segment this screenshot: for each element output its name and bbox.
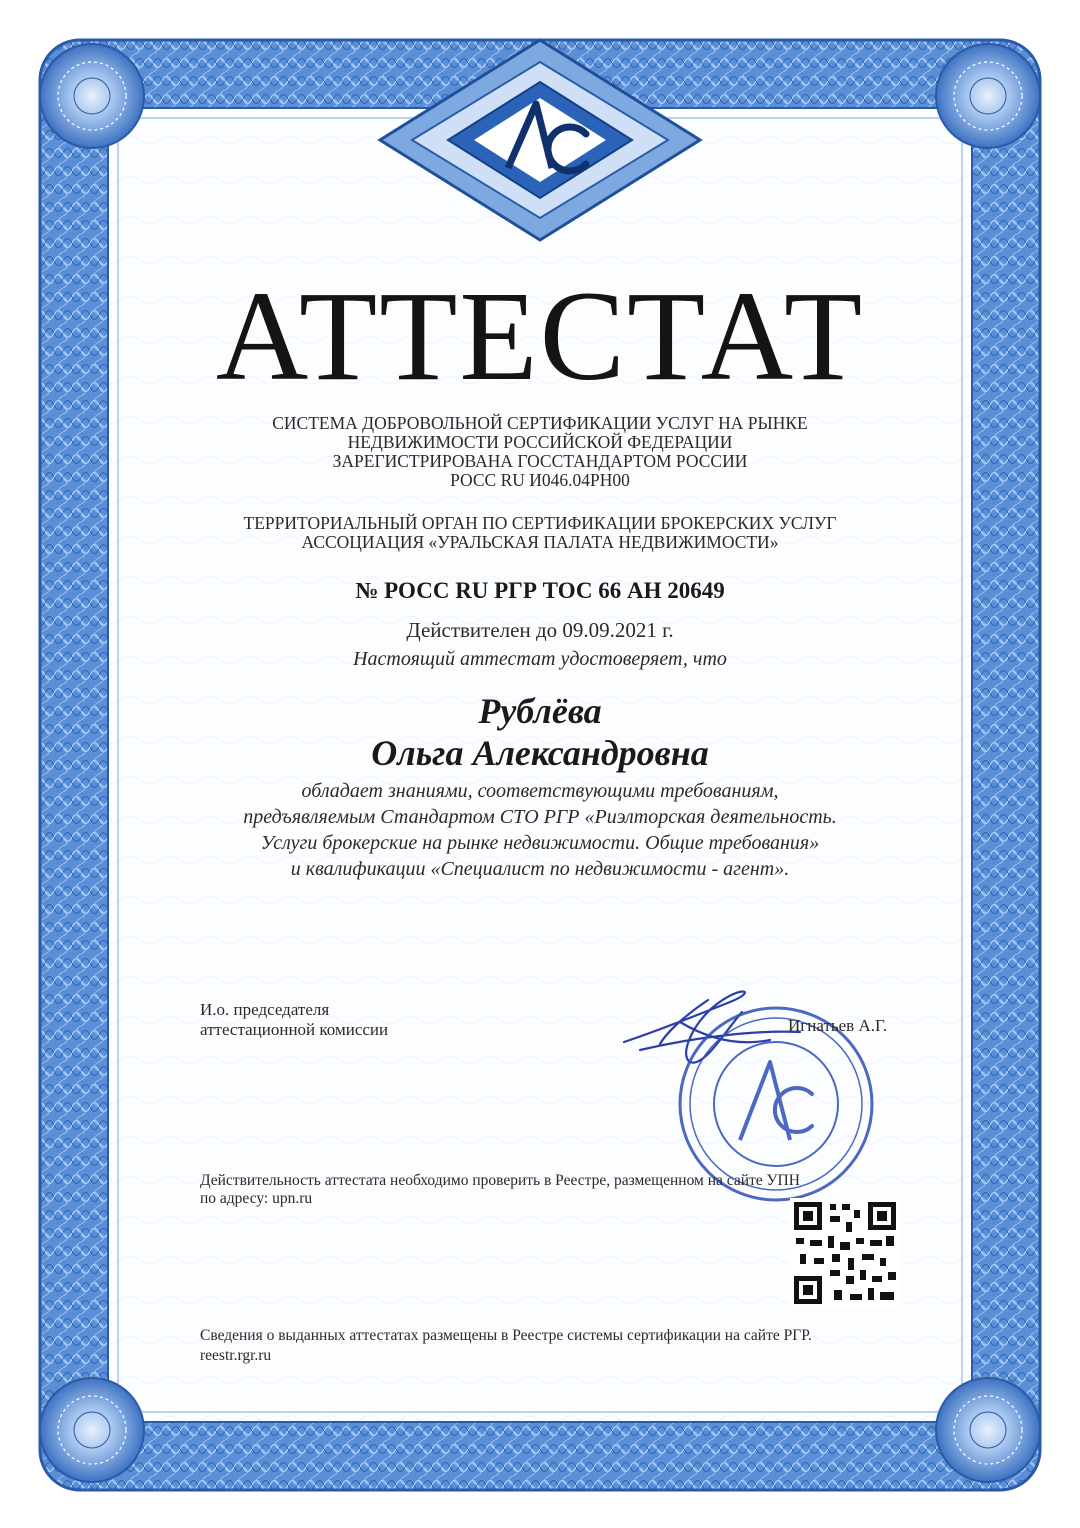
signer-role [200, 1000, 388, 1040]
body-line: ТЕРРИТОРИАЛЬНЫЙ ОРГАН ПО СЕРТИФИКАЦИИ БРОКЕРСКИХ УСЛУГ [243, 513, 837, 533]
qualification-line: предъявляемым Стандартом СТО РГР «Риэлторская деятельность. [243, 806, 837, 828]
document-title: АТТЕСТАТ [215, 265, 865, 407]
qualification-line: обладает знаниями, соответствующими требованиям, [301, 780, 779, 802]
qualification-line: Услуги брокерские на рынке недвижимости. Общие требования» [260, 832, 820, 854]
holder-given-names: Ольга Александровна [371, 733, 709, 773]
system-line: РОСС RU И046.04РН00 [450, 470, 630, 490]
registry-note [200, 1326, 940, 1366]
registry-line: Сведения о выданных аттестатах размещены в Реестре системы сертификации на сайте РГР. [200, 1327, 812, 1344]
body-line: АССОЦИАЦИЯ «УРАЛЬСКАЯ ПАЛАТА НЕДВИЖИМОСТИ» [301, 532, 779, 552]
holder-surname: Рублёва [478, 691, 602, 731]
qualification-line: и квалификации «Специалист по недвижимости - агент». [290, 858, 790, 880]
registry-line: reestr.rgr.ru [200, 1347, 272, 1364]
valid-until: Действителен до 09.09.2021 г. [406, 618, 674, 642]
certification-body-block [0, 514, 1080, 552]
certifies-text: Настоящий аттестат удостоверяет, что [353, 648, 727, 670]
system-line: НЕДВИЖИМОСТИ РОССИЙСКОЙ ФЕДЕРАЦИИ [347, 432, 733, 452]
system-line: СИСТЕМА ДОБРОВОЛЬНОЙ СЕРТИФИКАЦИИ УСЛУГ НА РЫНКЕ [272, 413, 808, 433]
certification-system-block [0, 414, 1080, 490]
signer-role-line: И.о. председателя [200, 1000, 330, 1019]
verification-note [200, 1172, 920, 1208]
verification-line: Действительность аттестата необходимо проверить в Реестре, размещенном на сайте УПН [200, 1172, 800, 1189]
signer-role-line: аттестационной комиссии [200, 1020, 389, 1039]
system-line: ЗАРЕГИСТРИРОВАНА ГОССТАНДАРТОМ РОССИИ [332, 451, 748, 471]
qualification-text [0, 778, 1080, 882]
verification-line: по адресу: upn.ru [200, 1190, 313, 1207]
signer-name: Игнатьев А.Г. [788, 1016, 888, 1035]
certificate-number: № РОСС RU РГР ТОС 66 АН 20649 [355, 578, 725, 603]
